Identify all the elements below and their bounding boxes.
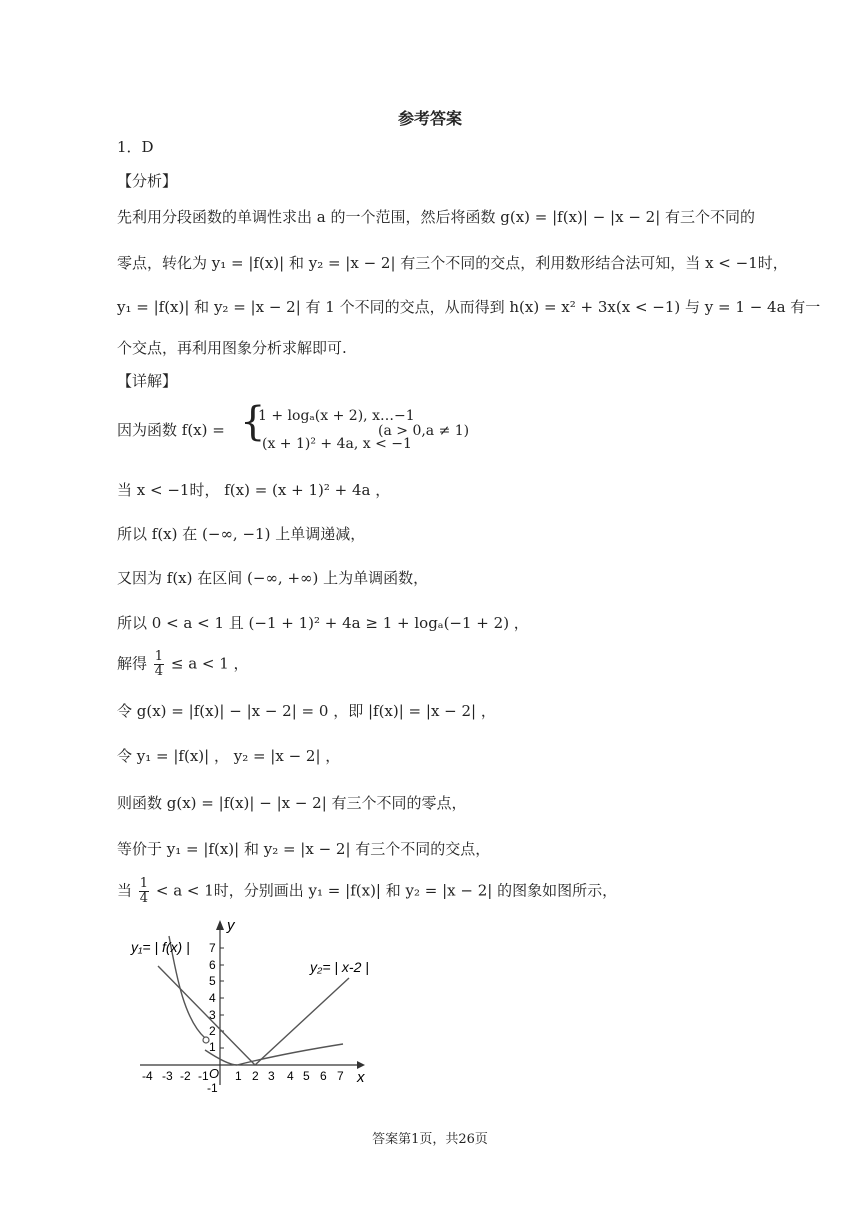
x-tick: 1 [235,1069,242,1083]
detail-line-1: 当 x < −1时， f(x) = (x + 1)² + 4a ， [117,481,391,499]
solve-line [117,650,249,679]
detail2-line-3: 则函数 g(x) = |f(x)| − |x − 2| 有三个不同的零点， [117,794,467,812]
piecewise-condition: (a > 0,a ≠ 1) [378,423,470,439]
when-suffix: < a < 1时，分别画出 y₁ = |f(x)| 和 y₂ = |x − 2| 的图象如图所示， [155,881,618,900]
question-number: 1．D [117,138,154,156]
x-tick: -3 [162,1069,173,1083]
x-tick: 3 [268,1069,275,1083]
analysis-line-2: 零点，转化为 y₁ = |f(x)| 和 y₂ = |x − 2| 有三个不同的交点，利用数形结合法可知，当 x < −1时， [117,254,788,272]
y-tick: 7 [209,941,216,955]
y-tick: -1 [207,1081,218,1095]
x-axis-arrow-icon [357,1061,365,1069]
x-tick: 2 [252,1069,259,1083]
y-tick: 1 [209,1040,216,1054]
analysis-heading: 【分析】 [117,172,178,190]
detail-line-4: 所以 0 < a < 1 且 (−1 + 1)² + 4a ≥ 1 + logₐ(−1 + 2) ， [117,614,529,632]
fraction [139,877,149,906]
solve-suffix: ≤ a < 1 ， [170,654,249,673]
y-tick: 3 [209,1008,216,1022]
when-prefix: 当 [117,881,133,900]
analysis-line-3: y₁ = |f(x)| 和 y₂ = |x − 2| 有 1 个不同的交点，从而得到 h(x) = x² + 3x(x < −1) 与 y = 1 − 4a 有一 [117,298,821,316]
y-tick: 6 [209,958,216,972]
x-tick: 4 [287,1069,294,1083]
detail-line-2: 所以 f(x) 在 (−∞, −1) 上单调递减， [117,525,366,543]
solve-prefix: 解得 [117,654,148,673]
y2-curve [158,966,349,1065]
x-tick: -1 [198,1069,209,1083]
detail-heading: 【详解】 [117,372,178,390]
fraction-numerator: 1 [154,649,164,664]
function-graph [125,910,375,1095]
y-tick: 2 [209,1024,216,1038]
x-axis-label: x [357,1069,365,1086]
piecewise-case-2: (x + 1)² + 4a, x < −1 [262,436,412,452]
piecewise-prefix: 因为函数 f(x) = [117,421,225,439]
origin-label: O [209,1066,220,1081]
detail2-line-1: 令 g(x) = |f(x)| − |x − 2| = 0 ，即 |f(x)| = |x − 2| ， [117,702,496,720]
analysis-line-1: 先利用分段函数的单调性求出 a 的一个范围，然后将函数 g(x) = |f(x)| − |x − 2| 有三个不同的 [117,208,756,226]
fraction-denominator: 4 [139,891,149,906]
y-axis-arrow-icon [216,920,224,930]
piecewise-case-1: 1 + logₐ(x + 2), x…−1 [258,408,415,424]
detail-line-3: 又因为 f(x) 在区间 (−∞, +∞) 上为单调函数， [117,569,429,587]
detail2-line-4: 等价于 y₁ = |f(x)| 和 y₂ = |x − 2| 有三个不同的交点， [117,840,491,858]
y-tick: 5 [209,974,216,988]
fraction [154,650,164,679]
x-tick: 5 [303,1069,310,1083]
detail2-line-2: 令 y₁ = |f(x)| ， y₂ = |x − 2| ， [117,747,341,765]
when-line [117,877,617,906]
x-tick: -2 [180,1069,191,1083]
y-axis-label: y [227,917,235,934]
y1-label: y₁= | f(x) | [131,939,190,955]
page-title: 参考答案 [397,109,462,128]
x-tick: 6 [320,1069,327,1083]
x-tick: -4 [142,1069,153,1083]
brace-icon: { [240,399,266,445]
x-tick: 7 [337,1069,344,1083]
fraction-numerator: 1 [139,876,149,891]
page-footer: 答案第1页，共26页 [372,1132,488,1147]
y-tick: 4 [209,991,216,1005]
y2-label: y₂= | x-2 | [310,959,369,975]
analysis-line-4: 个交点，再利用图象分析求解即可. [117,339,347,357]
open-point-icon [203,1037,209,1043]
fraction-denominator: 4 [154,664,164,679]
